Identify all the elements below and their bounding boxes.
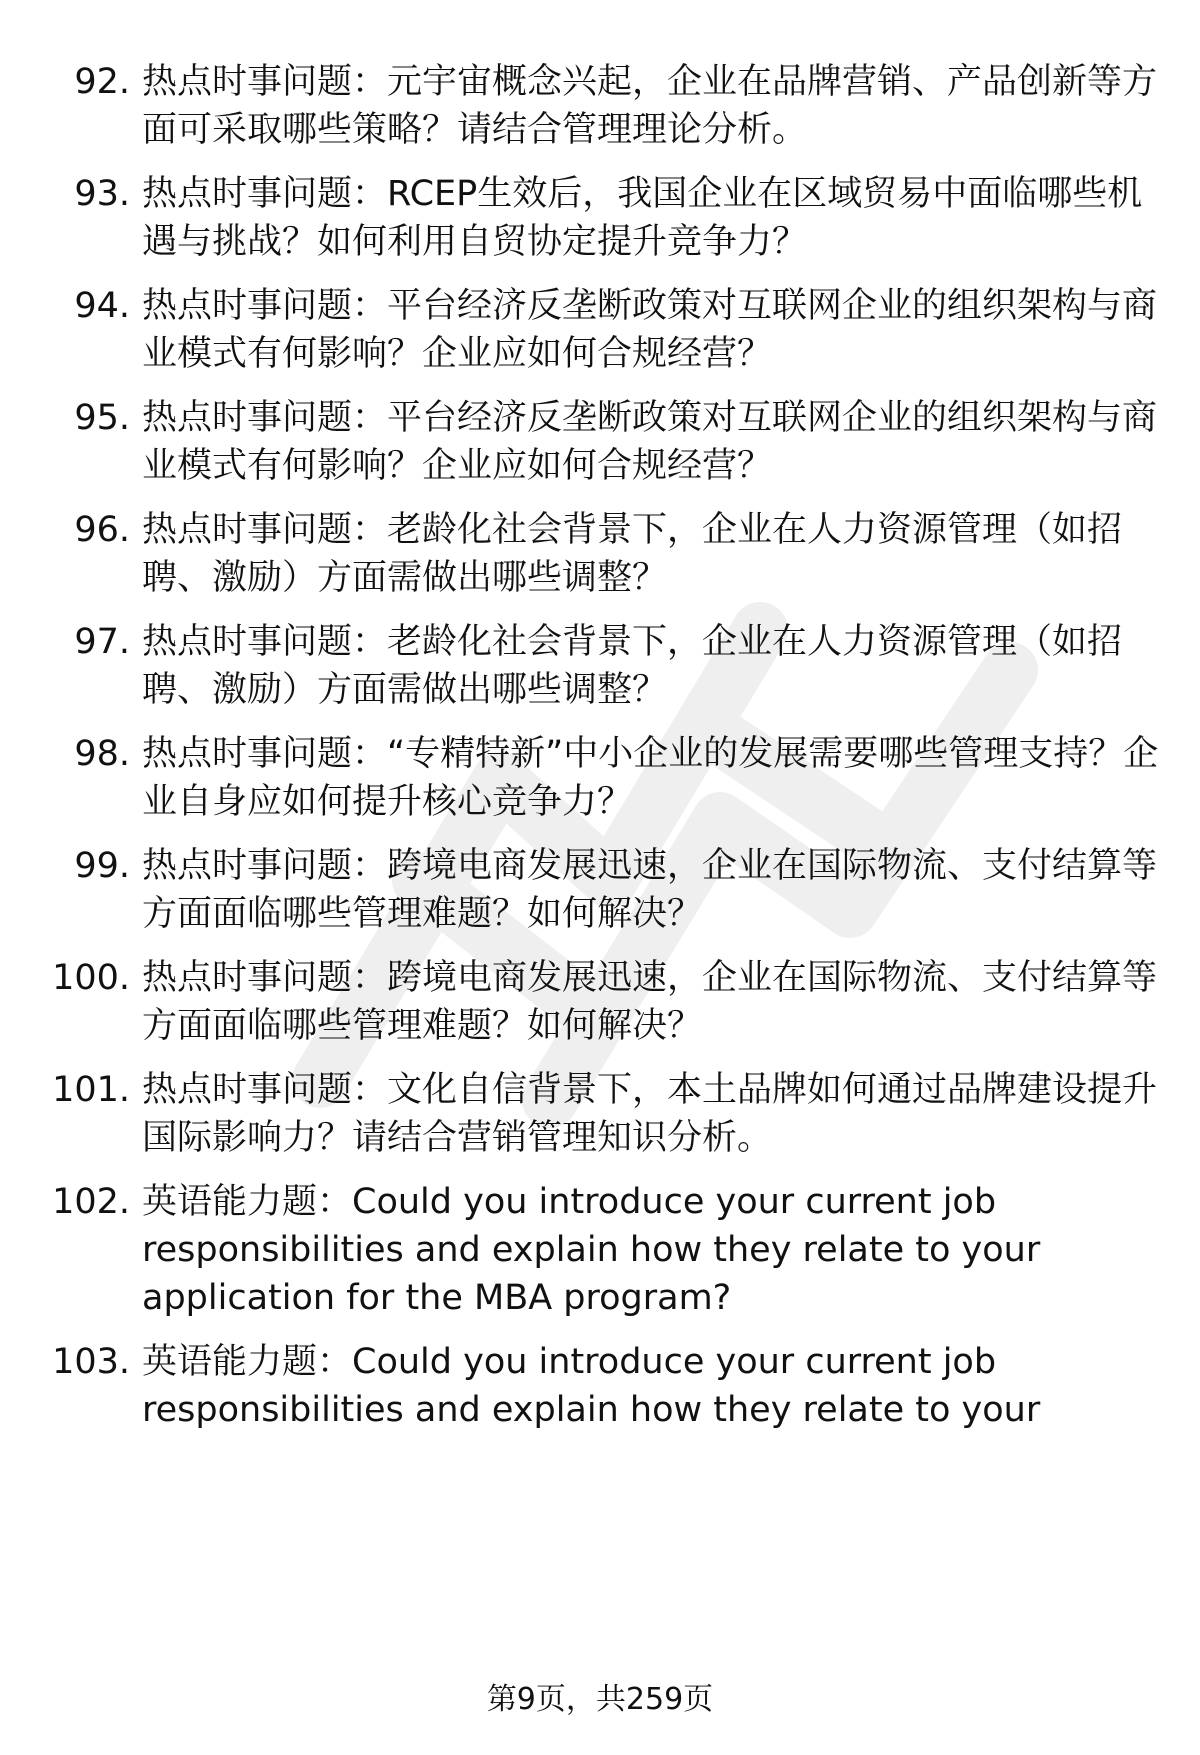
question-item <box>34 1178 1174 1322</box>
question-item <box>34 394 1174 490</box>
question-text: 热点时事问题：“专精特新”中小企业的发展需要哪些管理支持？企业自身应如何提升核心竞争力？ <box>142 734 1159 822</box>
question-number: 100. <box>52 958 130 998</box>
question-number: 97. <box>74 622 130 662</box>
question-item <box>34 506 1174 602</box>
question-text: 英语能力题：Could you introduce your current job responsibilities and explain how they relate to your application for the MBA program? <box>142 1182 1041 1318</box>
question-item <box>34 282 1174 378</box>
question-text: 热点时事问题：老龄化社会背景下，企业在人力资源管理（如招聘、激励）方面需做出哪些调整？ <box>142 622 1123 710</box>
question-item <box>34 58 1174 154</box>
question-number: 96. <box>74 510 130 550</box>
question-text: 热点时事问题：跨境电商发展迅速，企业在国际物流、支付结算等方面面临哪些管理难题？如何解决？ <box>142 958 1158 1046</box>
question-number: 95. <box>74 398 130 438</box>
question-text: 热点时事问题：元宇宙概念兴起，企业在品牌营销、产品创新等方面可采取哪些策略？请结合管理理论分析。 <box>142 62 1158 150</box>
question-item <box>34 954 1174 1050</box>
question-item <box>34 730 1174 826</box>
question-text: 热点时事问题：平台经济反垄断政策对互联网企业的组织架构与商业模式有何影响？企业应如何合规经营？ <box>142 398 1158 486</box>
question-text: 热点时事问题：跨境电商发展迅速，企业在国际物流、支付结算等方面面临哪些管理难题？如何解决？ <box>142 846 1158 934</box>
question-item <box>34 1338 1174 1434</box>
question-number: 101. <box>52 1070 130 1110</box>
question-text: 热点时事问题：老龄化社会背景下，企业在人力资源管理（如招聘、激励）方面需做出哪些调整？ <box>142 510 1123 598</box>
question-number: 93. <box>74 174 130 214</box>
question-item <box>34 1066 1174 1162</box>
question-number: 94. <box>74 286 130 326</box>
page-footer: 第9页，共259页 <box>486 1682 714 1717</box>
question-list <box>34 58 1174 1450</box>
question-number: 92. <box>74 62 130 102</box>
question-number: 98. <box>74 734 130 774</box>
question-item <box>34 842 1174 938</box>
question-text: 热点时事问题：平台经济反垄断政策对互联网企业的组织架构与商业模式有何影响？企业应如何合规经营？ <box>142 286 1158 374</box>
question-item <box>34 618 1174 714</box>
question-text: 英语能力题：Could you introduce your current job responsibilities and explain how they relate to your <box>142 1342 1041 1430</box>
question-item <box>34 170 1174 266</box>
question-number: 103. <box>52 1342 130 1382</box>
question-number: 99. <box>74 846 130 886</box>
question-number: 102. <box>52 1182 130 1222</box>
question-text: 热点时事问题：RCEP生效后，我国企业在区域贸易中面临哪些机遇与挑战？如何利用自贸协定提升竞争力？ <box>142 174 1143 262</box>
question-text: 热点时事问题：文化自信背景下，本土品牌如何通过品牌建设提升国际影响力？请结合营销管理知识分析。 <box>142 1070 1158 1158</box>
